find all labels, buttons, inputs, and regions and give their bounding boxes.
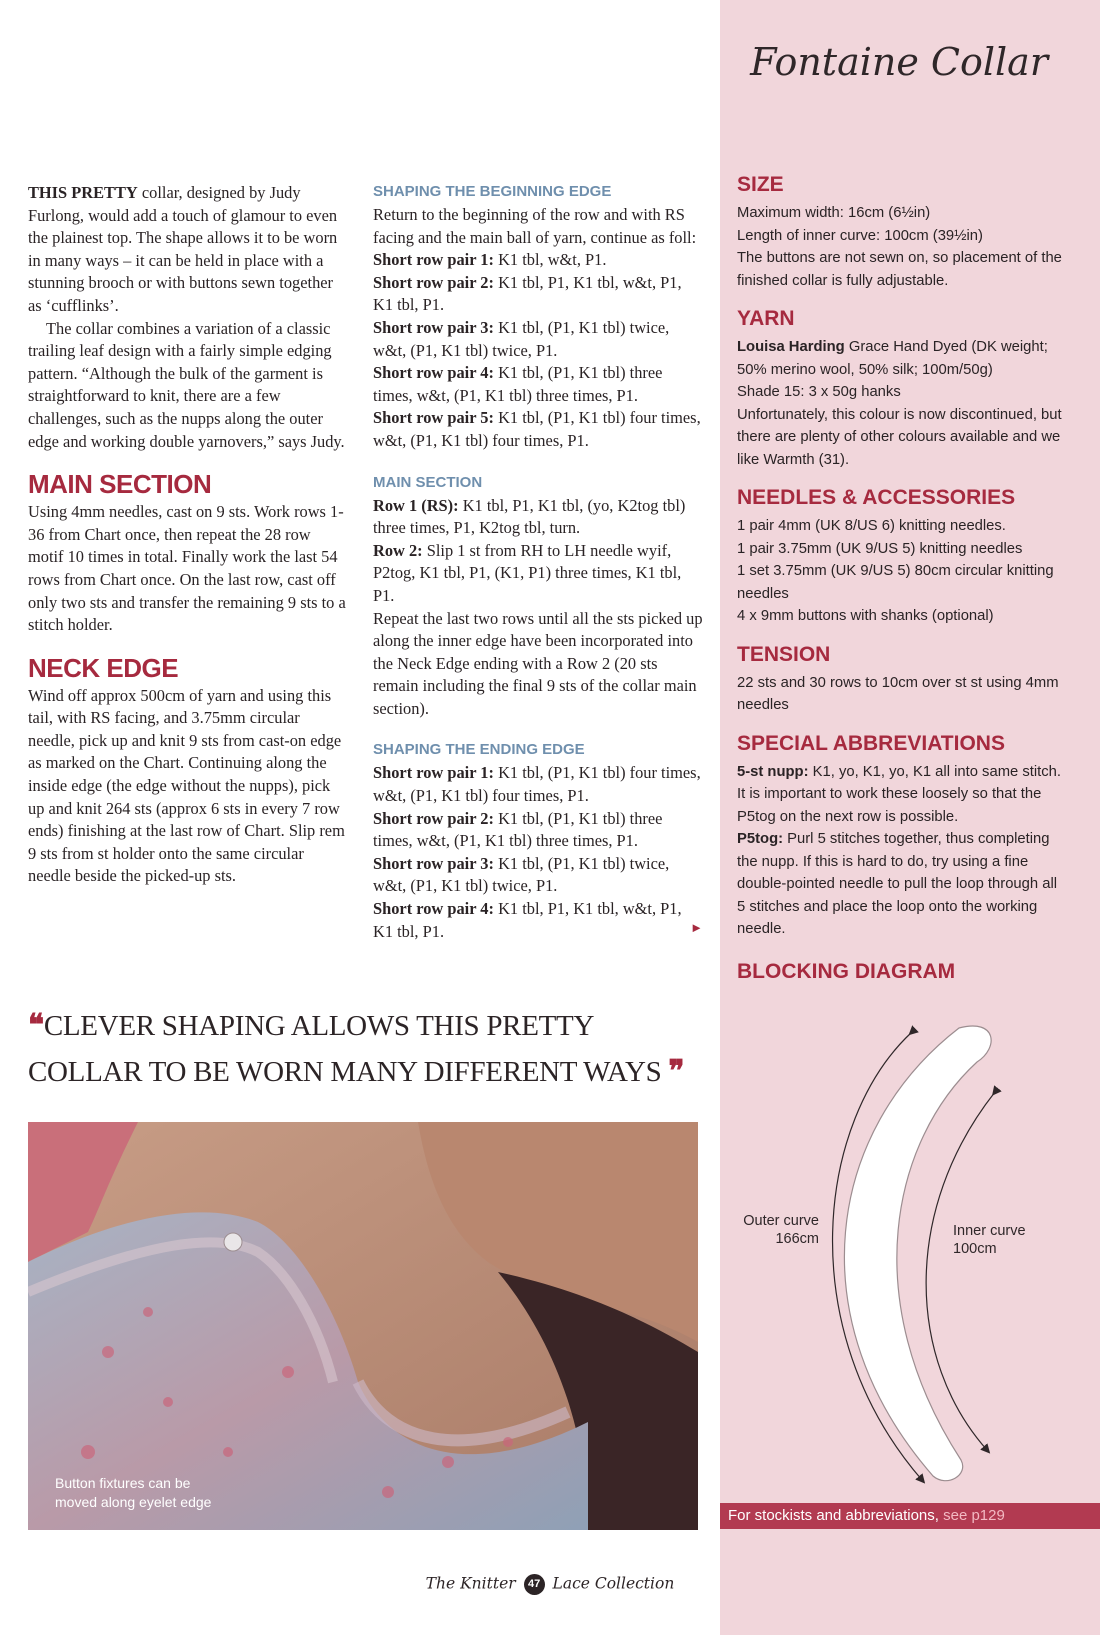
intro-lead: THIS PRETTY bbox=[28, 183, 138, 202]
tension-text: 22 sts and 30 rows to 10cm over st st using 4mm needles bbox=[737, 674, 1059, 713]
row-2-line: Row 2: Slip 1 st from RH to LH needle wyif, P2tog, K1 tbl, P1, (K1, P1) three times, K1 tbl, P1. bbox=[373, 540, 682, 605]
needles-line: 1 pair 4mm (UK 8/US 6) knitting needles. bbox=[737, 518, 1006, 534]
short-row-line: Short row pair 5: K1 tbl, (P1, K1 tbl) four times, w&t, (P1, K1 tbl) four times, P1. bbox=[373, 408, 701, 450]
row-1-line: Row 1 (RS): K1 tbl, P1, K1 tbl, (yo, K2tog tbl) three times, P1, K2tog tbl, turn. bbox=[373, 495, 686, 538]
shaping-beginning-heading: SHAPING THE BEGINNING EDGE bbox=[373, 183, 612, 200]
continue-arrow-icon: ► bbox=[690, 919, 703, 935]
neck-edge-heading: NECK EDGE bbox=[28, 652, 179, 683]
main-section-text: Using 4mm needles, cast on 9 sts. Work rows 1-36 from Chart once, then repeat the 28 row motif 10 times in total. Finally work the last 54 rows from Chart once. On the last row, cast off only two sts and transfer the remaining 9 sts to a stitch holder. bbox=[28, 502, 346, 635]
size-heading: SIZE bbox=[737, 173, 784, 196]
tension-heading: TENSION bbox=[737, 642, 831, 666]
inner-curve-arrow bbox=[926, 1092, 995, 1450]
needles-line: 1 set 3.75mm (UK 9/US 5) 80cm circular knitting needles bbox=[737, 563, 1054, 602]
size-line: Maximum width: 16cm (6½in) bbox=[737, 205, 931, 221]
abbreviations-heading: SPECIAL ABBREVIATIONS bbox=[737, 731, 1005, 755]
needles-line: 4 x 9mm buttons with shanks (optional) bbox=[737, 608, 994, 624]
repeat-text: Repeat the last two rows until all the sts picked up along the inner edge have been incorporated into the Neck Edge ending with a Row 2 (20 sts remain including the final 9 sts of the collar main section). bbox=[373, 608, 703, 718]
photo-caption: Button fixtures can be moved along eyelet edge bbox=[55, 1475, 212, 1510]
page-number: 47 bbox=[524, 1574, 545, 1595]
short-row-line: Short row pair 2: K1 tbl, (P1, K1 tbl) three times, w&t, (P1, K1 tbl) three times, P1. bbox=[373, 808, 663, 851]
open-quote-icon: ❝ bbox=[28, 1008, 44, 1043]
stockists-link[interactable]: see p129 bbox=[943, 1507, 1005, 1524]
blocking-heading: BLOCKING DIAGRAM bbox=[737, 959, 956, 983]
footer-magazine: The Knitter bbox=[425, 1574, 516, 1593]
page-title: Fontaine Collar bbox=[750, 40, 1048, 84]
yarn-line: Louisa Harding Grace Hand Dyed (DK weight; 50% merino wool, 50% silk; 100m/50g) bbox=[737, 339, 1048, 378]
page-footer bbox=[0, 1574, 1100, 1595]
short-row-line: Short row pair 2: K1 tbl, P1, K1 tbl, w&t, P1, K1 tbl, P1. bbox=[373, 272, 682, 315]
collar-shape bbox=[737, 1000, 1077, 1500]
column-sidebar-details bbox=[737, 172, 1067, 989]
size-line: Length of inner curve: 100cm (39½in) bbox=[737, 227, 983, 244]
close-quote-icon: ❞ bbox=[668, 1054, 685, 1089]
column-intro bbox=[28, 182, 348, 888]
outer-curve-label: Outer curve 166cm bbox=[743, 1213, 819, 1247]
abbreviation-item: 5-st nupp: K1, yo, K1, yo, K1 all into same stitch. It is important to work these loosely so that the P5tog on the next row is possible. bbox=[737, 763, 1062, 825]
inner-curve-label: Inner curve 100cm bbox=[953, 1223, 1026, 1257]
photo-illustration bbox=[28, 1122, 698, 1530]
intro-para-1: THIS PRETTY collar, designed by Judy Furlong, would add a touch of glamour to even the plainest top. The shape allows it to be worn in many ways – it can be held in place with a stunning brooch or with buttons sewn together as ‘cufflinks’. bbox=[28, 183, 338, 315]
short-row-line: Short row pair 1: K1 tbl, (P1, K1 tbl) four times, w&t, (P1, K1 tbl) four times, P1. bbox=[373, 763, 701, 806]
footer-collection: Lace Collection bbox=[552, 1574, 675, 1593]
short-row-line: Short row pair 3: K1 tbl, (P1, K1 tbl) twice, w&t, (P1, K1 tbl) twice, P1. bbox=[373, 317, 670, 360]
intro-para-2: The collar combines a variation of a classic trailing leaf design with a fairly simple edging pattern. “Although the bulk of the garment is straightforward to knit, there are a few challenges, such as the nupps along the outer edge and working double yarnovers,” says Judy. bbox=[28, 318, 345, 451]
collar-photo bbox=[28, 1122, 698, 1530]
size-line: The buttons are not sewn on, so placement of the finished collar is fully adjustable. bbox=[737, 250, 1062, 289]
blocking-diagram bbox=[737, 1000, 1077, 1500]
yarn-heading: YARN bbox=[737, 307, 795, 330]
short-row-line: Short row pair 1: K1 tbl, w&t, P1. bbox=[373, 250, 607, 270]
yarn-line: Unfortunately, this colour is now discontinued, but there are plenty of other colours available and we like Warmth (31). bbox=[737, 406, 1062, 468]
needles-line: 1 pair 3.75mm (UK 9/US 5) knitting needles bbox=[737, 540, 1023, 557]
yarn-line: Shade 15: 3 x 50g hanks bbox=[737, 384, 901, 400]
column-instructions bbox=[373, 182, 703, 943]
abbreviation-item: P5tog: Purl 5 stitches together, thus completing the nupp. If this is hard to do, try using a fine double-pointed needle to pull the loop through all 5 stitches and place the loop onto the working needle. bbox=[737, 831, 1058, 937]
pull-quote bbox=[28, 1003, 708, 1095]
short-row-line: Short row pair 4: K1 tbl, P1, K1 tbl, w&t, P1, K1 tbl, P1. ► bbox=[373, 899, 703, 941]
stockists-bar: For stockists and abbreviations, see p129 bbox=[720, 1503, 1100, 1529]
main-section-heading: MAIN SECTION bbox=[28, 469, 212, 500]
main-section-2-heading: MAIN SECTION bbox=[373, 473, 483, 491]
needles-heading: NEEDLES & ACCESSORIES bbox=[737, 486, 1016, 509]
pull-quote-text: CLEVER SHAPING ALLOWS THIS PRETTY COLLAR TO BE WORN MANY DIFFERENT WAYS bbox=[28, 1010, 662, 1088]
short-row-line: Short row pair 3: K1 tbl, (P1, K1 tbl) twice, w&t, (P1, K1 tbl) twice, P1. bbox=[373, 853, 670, 896]
shaping-ending-heading: SHAPING THE ENDING EDGE bbox=[373, 741, 585, 759]
neck-edge-text: Wind off approx 500cm of yarn and using this tail, with RS facing, and 3.75mm circular needle, pick up and knit 9 sts from cast-on edge as marked on the Chart. Continuing along the inside edge (the edge without the nupps), pick up and knit 264 sts (approx 6 sts in every 7 row ends) finishing at the last row of Chart. Slip rem 9 sts from st holder onto the same circular needle beside the picked-up sts. bbox=[28, 685, 345, 886]
short-row-line: Short row pair 4: K1 tbl, (P1, K1 tbl) three times, w&t, (P1, K1 tbl) three times, P1. bbox=[373, 363, 663, 405]
shaping-beginning-intro: Return to the beginning of the row and with RS facing and the main ball of yarn, continue as foll: bbox=[373, 205, 697, 247]
